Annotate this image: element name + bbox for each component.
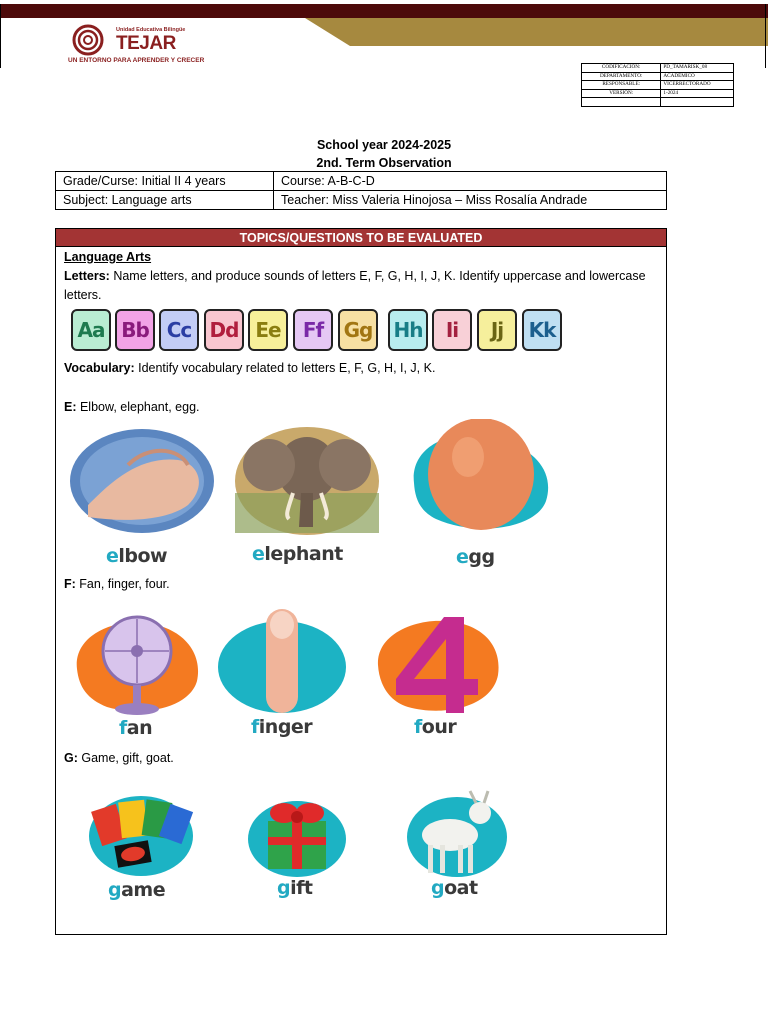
letter-tile: Ii <box>432 309 472 351</box>
logo-mark-icon <box>70 24 106 56</box>
school-year-title: School year 2024-2025 <box>316 138 452 152</box>
group-f-heading <box>64 575 170 594</box>
logo-small-text: Unidad Educativa Bilingüe <box>116 27 186 33</box>
letter-tile: Kk <box>522 309 562 351</box>
elephant-picture <box>233 423 381 537</box>
logo-name: TEJAR <box>116 33 176 54</box>
elbow-picture <box>68 425 216 535</box>
page-frame-right <box>765 4 766 68</box>
section-title: Language Arts <box>64 250 152 264</box>
code-value: VICERRECTORADO <box>661 81 734 90</box>
vocabulary-label: Vocabulary: <box>64 361 135 375</box>
info-row <box>56 172 667 191</box>
word-game: game <box>108 879 166 901</box>
info-row <box>56 191 667 210</box>
egg-picture <box>406 419 556 537</box>
teacher-cell: Teacher: Miss Valeria Hinojosa – Miss Rosalía Andrade <box>274 191 667 210</box>
letter-tile: Jj <box>477 309 517 351</box>
letter-tile: Ee <box>248 309 288 351</box>
code-label: CODIFICACIÓN: <box>582 64 661 73</box>
vocabulary-paragraph <box>64 359 435 378</box>
code-value: PD_TAMARISK_08 <box>661 64 734 73</box>
letter-tile: Aa <box>71 309 111 351</box>
group-f-text: Fan, finger, four. <box>75 577 170 591</box>
topics-box <box>55 228 667 935</box>
code-row <box>582 89 734 98</box>
group-f-label: F: <box>64 577 76 591</box>
page-frame-left <box>0 4 1 68</box>
code-label: DEPARTAMENTO: <box>582 72 661 81</box>
letter-tile: Bb <box>115 309 155 351</box>
logo-tagline: UN ENTORNO PARA APRENDER Y CRECER <box>68 57 205 64</box>
group-e-heading <box>64 398 200 417</box>
school-logo <box>68 22 208 68</box>
word-goat: goat <box>431 877 478 899</box>
word-egg: egg <box>456 546 495 568</box>
game-picture <box>86 793 196 879</box>
code-row <box>582 64 734 73</box>
course-cell: Course: A-B-C-D <box>274 172 667 191</box>
letter-tile: Ff <box>293 309 333 351</box>
fan-picture <box>71 609 203 719</box>
letter-tile: Gg <box>338 309 378 351</box>
code-row <box>582 72 734 81</box>
word-fan: fan <box>119 717 153 739</box>
group-g-text: Game, gift, goat. <box>77 751 174 765</box>
code-value <box>661 98 734 107</box>
group-e-text: Elbow, elephant, egg. <box>76 400 200 414</box>
letter-tile: Cc <box>159 309 199 351</box>
goat-picture <box>406 789 508 879</box>
group-g-label: G: <box>64 751 78 765</box>
finger-picture <box>216 605 348 717</box>
letters-text: Name letters, and produce sounds of letters E, F, G, H, I, J, K. Identify uppercase and lowercase letters. <box>64 269 646 302</box>
term-title: 2nd. Term Observation <box>316 156 452 170</box>
subject-cell: Subject: Language arts <box>56 191 274 210</box>
code-label <box>582 98 661 107</box>
info-table <box>55 171 667 210</box>
letters-label: Letters: <box>64 269 110 283</box>
topics-header: TOPICS/QUESTIONS TO BE EVALUATED <box>56 229 666 247</box>
code-label: RESPONSABLE: <box>582 81 661 90</box>
group-e-label: E: <box>64 400 77 414</box>
letters-paragraph <box>64 267 660 305</box>
letter-tile: Dd <box>204 309 244 351</box>
word-elephant: elephant <box>252 543 343 565</box>
code-value: 1-2024 <box>661 89 734 98</box>
word-gift: gift <box>277 877 313 899</box>
gift-picture <box>246 793 348 879</box>
word-elbow: elbow <box>106 545 168 567</box>
code-label: VERSIÓN: <box>582 89 661 98</box>
document-code-table <box>581 63 734 107</box>
group-g-heading <box>64 749 174 768</box>
grade-cell: Grade/Curse: Initial II 4 years <box>56 172 274 191</box>
code-value: ACADÉMICO <box>661 72 734 81</box>
code-row <box>582 81 734 90</box>
four-picture <box>374 613 502 717</box>
letter-tile: Hh <box>388 309 428 351</box>
code-row <box>582 98 734 107</box>
word-finger: finger <box>251 716 313 738</box>
vocabulary-text: Identify vocabulary related to letters E, F, G, H, I, J, K. <box>134 361 436 375</box>
word-four: four <box>414 716 457 738</box>
